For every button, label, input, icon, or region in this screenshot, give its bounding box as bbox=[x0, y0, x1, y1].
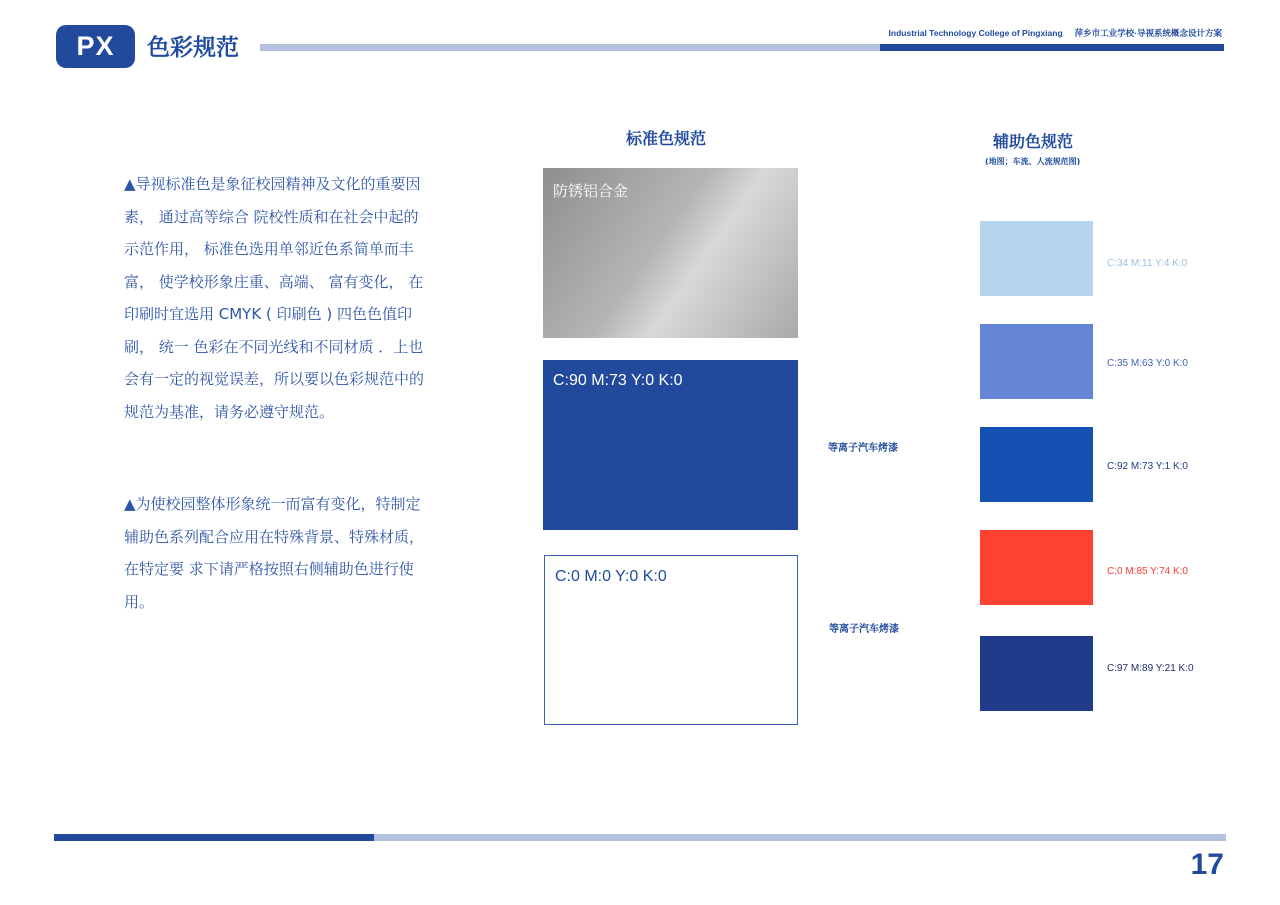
aux-swatch-label: C:35 M:63 Y:0 K:0 bbox=[1107, 358, 1188, 369]
swatch-aluminum bbox=[543, 168, 798, 338]
aux-swatch-red bbox=[980, 530, 1093, 605]
header-divider-light bbox=[260, 44, 880, 51]
aux-swatch-label: C:34 M:11 Y:4 K:0 bbox=[1107, 258, 1188, 269]
page-title: 色彩规范 bbox=[147, 35, 239, 61]
standard-colors-heading: 标准色规范 bbox=[626, 129, 707, 148]
aux-swatch-label: C:0 M:85 Y:74 K:0 bbox=[1107, 566, 1188, 577]
header-divider-dark bbox=[880, 44, 1224, 51]
material-note: 等离子汽车烤漆 bbox=[828, 443, 898, 454]
swatch-label: C:0 M:0 Y:0 K:0 bbox=[555, 568, 667, 585]
material-note: 等离子汽车烤漆 bbox=[829, 624, 899, 635]
aux-swatch-navy bbox=[980, 636, 1093, 711]
swatch-label: 防锈铝合金 bbox=[553, 182, 629, 200]
swatch-label: C:90 M:73 Y:0 K:0 bbox=[553, 372, 683, 389]
aux-swatch-label: C:92 M:73 Y:1 K:0 bbox=[1107, 461, 1188, 472]
page-number: 17 bbox=[1190, 848, 1224, 881]
footer-divider-dark bbox=[54, 834, 374, 841]
px-logo: PX bbox=[56, 25, 135, 68]
aux-swatch-periwinkle bbox=[980, 324, 1093, 399]
swatch-standard-blue bbox=[543, 360, 798, 530]
aux-swatch-royal-blue bbox=[980, 427, 1093, 502]
aux-colors-heading: 辅助色规范 bbox=[993, 132, 1074, 151]
aux-swatch-label: C:97 M:89 Y:21 K:0 bbox=[1107, 663, 1194, 674]
description-paragraph-1: ▲导视标准色是象征校园精神及文化的重要因素， 通过高等综合 院校性质和在社会中起的示范作用， 标准色选用单邻近色系简单而丰富， 使学校形象庄重、高端、 富有变化， 在印刷时宜选用 CMYK ( 印刷色 ) 四色色值印刷， 统一 色彩在不同光线和不同材质 ．上也会有一定的视觉误差，所以要以色彩规范中的规范为基准，请务必遵守规范。 bbox=[124, 175, 425, 421]
description-paragraph-2: ▲为使校园整体形象统一而富有变化，特制定辅助色系列配合应用在特殊背景、特殊材质， 在特定要 求下请严格按照右侧辅助色进行使用。 bbox=[124, 495, 425, 611]
header-caption-chinese: 萍乡市工业学校·导视系统概念设计方案 bbox=[1074, 28, 1222, 38]
swatch-standard-white bbox=[544, 555, 798, 725]
header-caption-english: Industrial Technology College of Pingxiang bbox=[888, 28, 1063, 38]
footer-divider-light bbox=[374, 834, 1226, 841]
aux-colors-subheading: (地图；车流、人流规范图) bbox=[985, 157, 1081, 166]
aux-swatch-light-blue bbox=[980, 221, 1093, 296]
header-caption bbox=[889, 27, 1222, 39]
